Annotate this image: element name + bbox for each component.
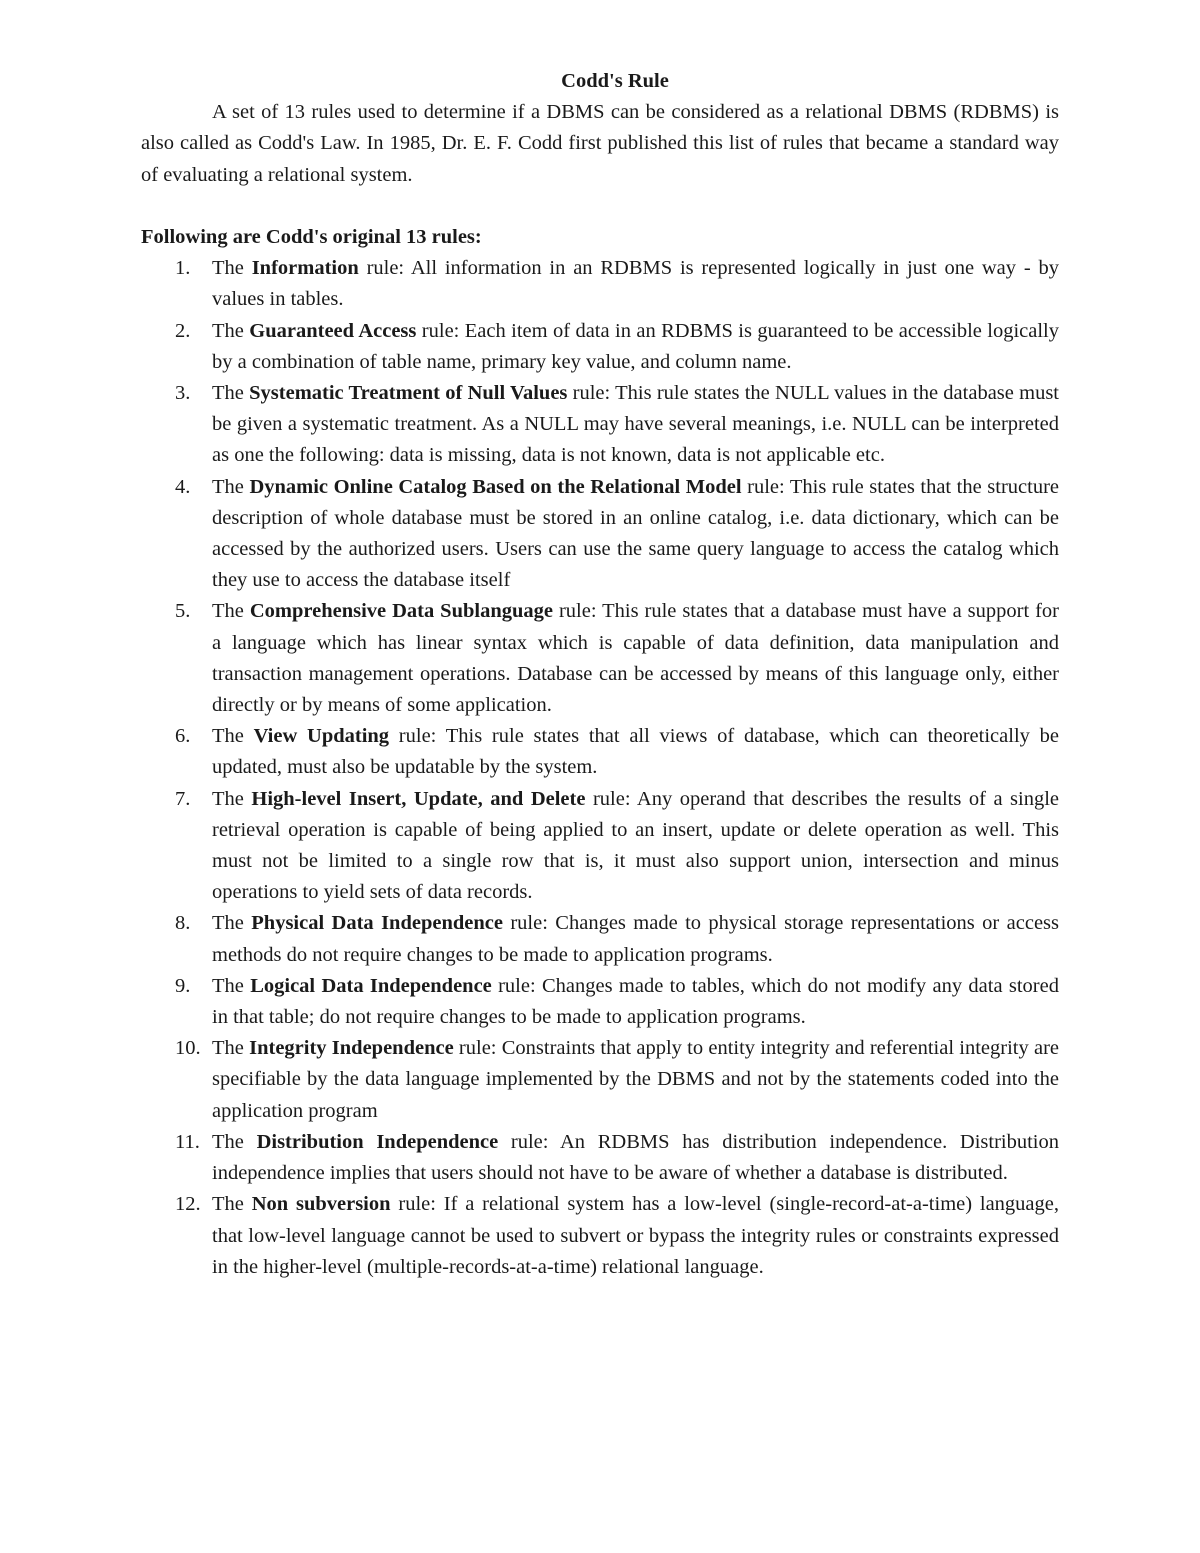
rule-text: rule: This rule states that all views of database, which can theoretically be updated, must also be updatable by the system.: [212, 725, 1059, 779]
intro-paragraph: A set of 13 rules used to determine if a DBMS can be considered as a relational DBMS (RDBMS) is also called as Codd's Law. In 1985, Dr. E. F. Codd first published this list of rules that became a standard way of evaluating a relational system.: [141, 101, 1059, 186]
rule-name: Logical Data Independence: [250, 974, 492, 997]
rule-prefix: The: [212, 475, 250, 498]
rule-name: Systematic Treatment of Null Values: [249, 382, 568, 405]
rules-heading: Following are Codd's original 13 rules:: [141, 226, 482, 248]
rule-number: 9.: [175, 974, 191, 997]
rule-number: 10.: [175, 1037, 201, 1060]
rule-number: 8.: [175, 912, 191, 935]
rule-prefix: The: [212, 974, 251, 997]
list-item: [141, 784, 1059, 909]
page-title: Codd's Rule: [561, 70, 669, 92]
rule-text: rule: If a relational system has a low-level (single-record-at-a-time) language, that low-level language cannot be used to subvert or bypass the integrity rules or constraints expressed in the higher-level (multiple-records-at-a-time) relational language.: [212, 1193, 1059, 1278]
rules-list: [141, 253, 1059, 1283]
rule-text: rule: This rule states that a database must have a support for a language which has linear syntax which is capable of data definition, data manipulation and transaction management operations. Database can be accessed by means of this language only, either directly or by means of some application.: [212, 600, 1060, 717]
list-item: [141, 1189, 1059, 1283]
rule-text: rule: Each item of data in an RDBMS is guaranteed to be accessible logically by a combination of table name, primary key value, and column name.: [212, 319, 1059, 373]
rule-number: 11.: [175, 1130, 200, 1153]
list-item: [141, 908, 1059, 970]
rule-number: 12.: [175, 1193, 201, 1216]
list-item: [141, 472, 1059, 597]
rule-number: 3.: [175, 382, 191, 405]
rule-text: rule: Changes made to physical storage representations or access methods do not require changes to be made to application programs.: [212, 912, 1059, 966]
rule-text: rule: Changes made to tables, which do not modify any data stored in that table; do not require changes to be made to application programs.: [212, 974, 1059, 1029]
rule-text: rule: This rule states the NULL values in the database must be given a systematic treatment. As a NULL may have several meanings, i.e. NULL can be interpreted as one the following: data is missing, data is not known, data is not applicable etc.: [212, 382, 1060, 467]
rule-number: 5.: [175, 600, 191, 623]
list-item: [141, 1127, 1059, 1189]
rule-prefix: The: [212, 1037, 250, 1060]
rule-number: 7.: [175, 787, 191, 810]
rule-text: rule: An RDBMS has distribution independence. Distribution independence implies that users should not have to be aware of whether a database is distributed.: [212, 1130, 1059, 1185]
rule-prefix: The: [212, 1130, 257, 1153]
rule-name: Information: [251, 257, 359, 280]
rule-name: Guaranteed Access: [249, 319, 417, 342]
paragraph-spacer: [141, 191, 1059, 222]
rule-text: rule: This rule states that the structure description of whole database must be stored in an online catalog, i.e. data dictionary, which can be accessed by the authorized users. Users can use the same query language to access the catalog which they use to access the database itself: [212, 475, 1059, 592]
rule-name: Distribution Independence: [256, 1130, 499, 1153]
list-item: [141, 721, 1059, 783]
rule-prefix: The: [212, 787, 252, 810]
rule-prefix: The: [212, 725, 254, 748]
list-item: [141, 971, 1059, 1033]
rule-text: rule: All information in an RDBMS is represented logically in just one way - by values in tables.: [212, 257, 1059, 311]
list-item: [141, 253, 1059, 315]
rule-number: 6.: [175, 725, 191, 748]
rule-name: Non subversion: [251, 1193, 391, 1216]
rule-name: Dynamic Online Catalog Based on the Relational Model: [249, 475, 742, 498]
rule-prefix: The: [212, 319, 250, 342]
rule-number: 1.: [175, 257, 191, 280]
rule-prefix: The: [212, 600, 250, 623]
rule-number: 2.: [175, 319, 191, 342]
rule-name: Comprehensive Data Sublanguage: [249, 600, 553, 623]
rule-number: 4.: [175, 475, 191, 498]
list-item: [141, 596, 1059, 721]
document-page: [141, 66, 1059, 1283]
rule-name: High-level Insert, Update, and Delete: [251, 787, 586, 810]
rule-prefix: The: [212, 382, 250, 405]
rule-prefix: The: [212, 1193, 252, 1216]
list-item: [141, 378, 1059, 472]
rule-name: Physical Data Independence: [251, 912, 503, 935]
rule-name: View Updating: [253, 725, 390, 748]
rule-prefix: The: [212, 257, 252, 280]
rule-text: rule: Constraints that apply to entity integrity and referential integrity are specifiable by the data language implemented by the DBMS and not by the statements coded into the application program: [212, 1037, 1060, 1122]
rule-text: rule: Any operand that describes the results of a single retrieval operation is capable of being applied to an insert, update or delete operation as well. This must not be limited to a single row that is, it must also support union, intersection and minus operations to yield sets of data records.: [212, 787, 1060, 904]
rule-name: Integrity Independence: [249, 1037, 454, 1060]
rule-prefix: The: [212, 912, 252, 935]
list-item: [141, 316, 1059, 378]
list-item: [141, 1033, 1059, 1127]
